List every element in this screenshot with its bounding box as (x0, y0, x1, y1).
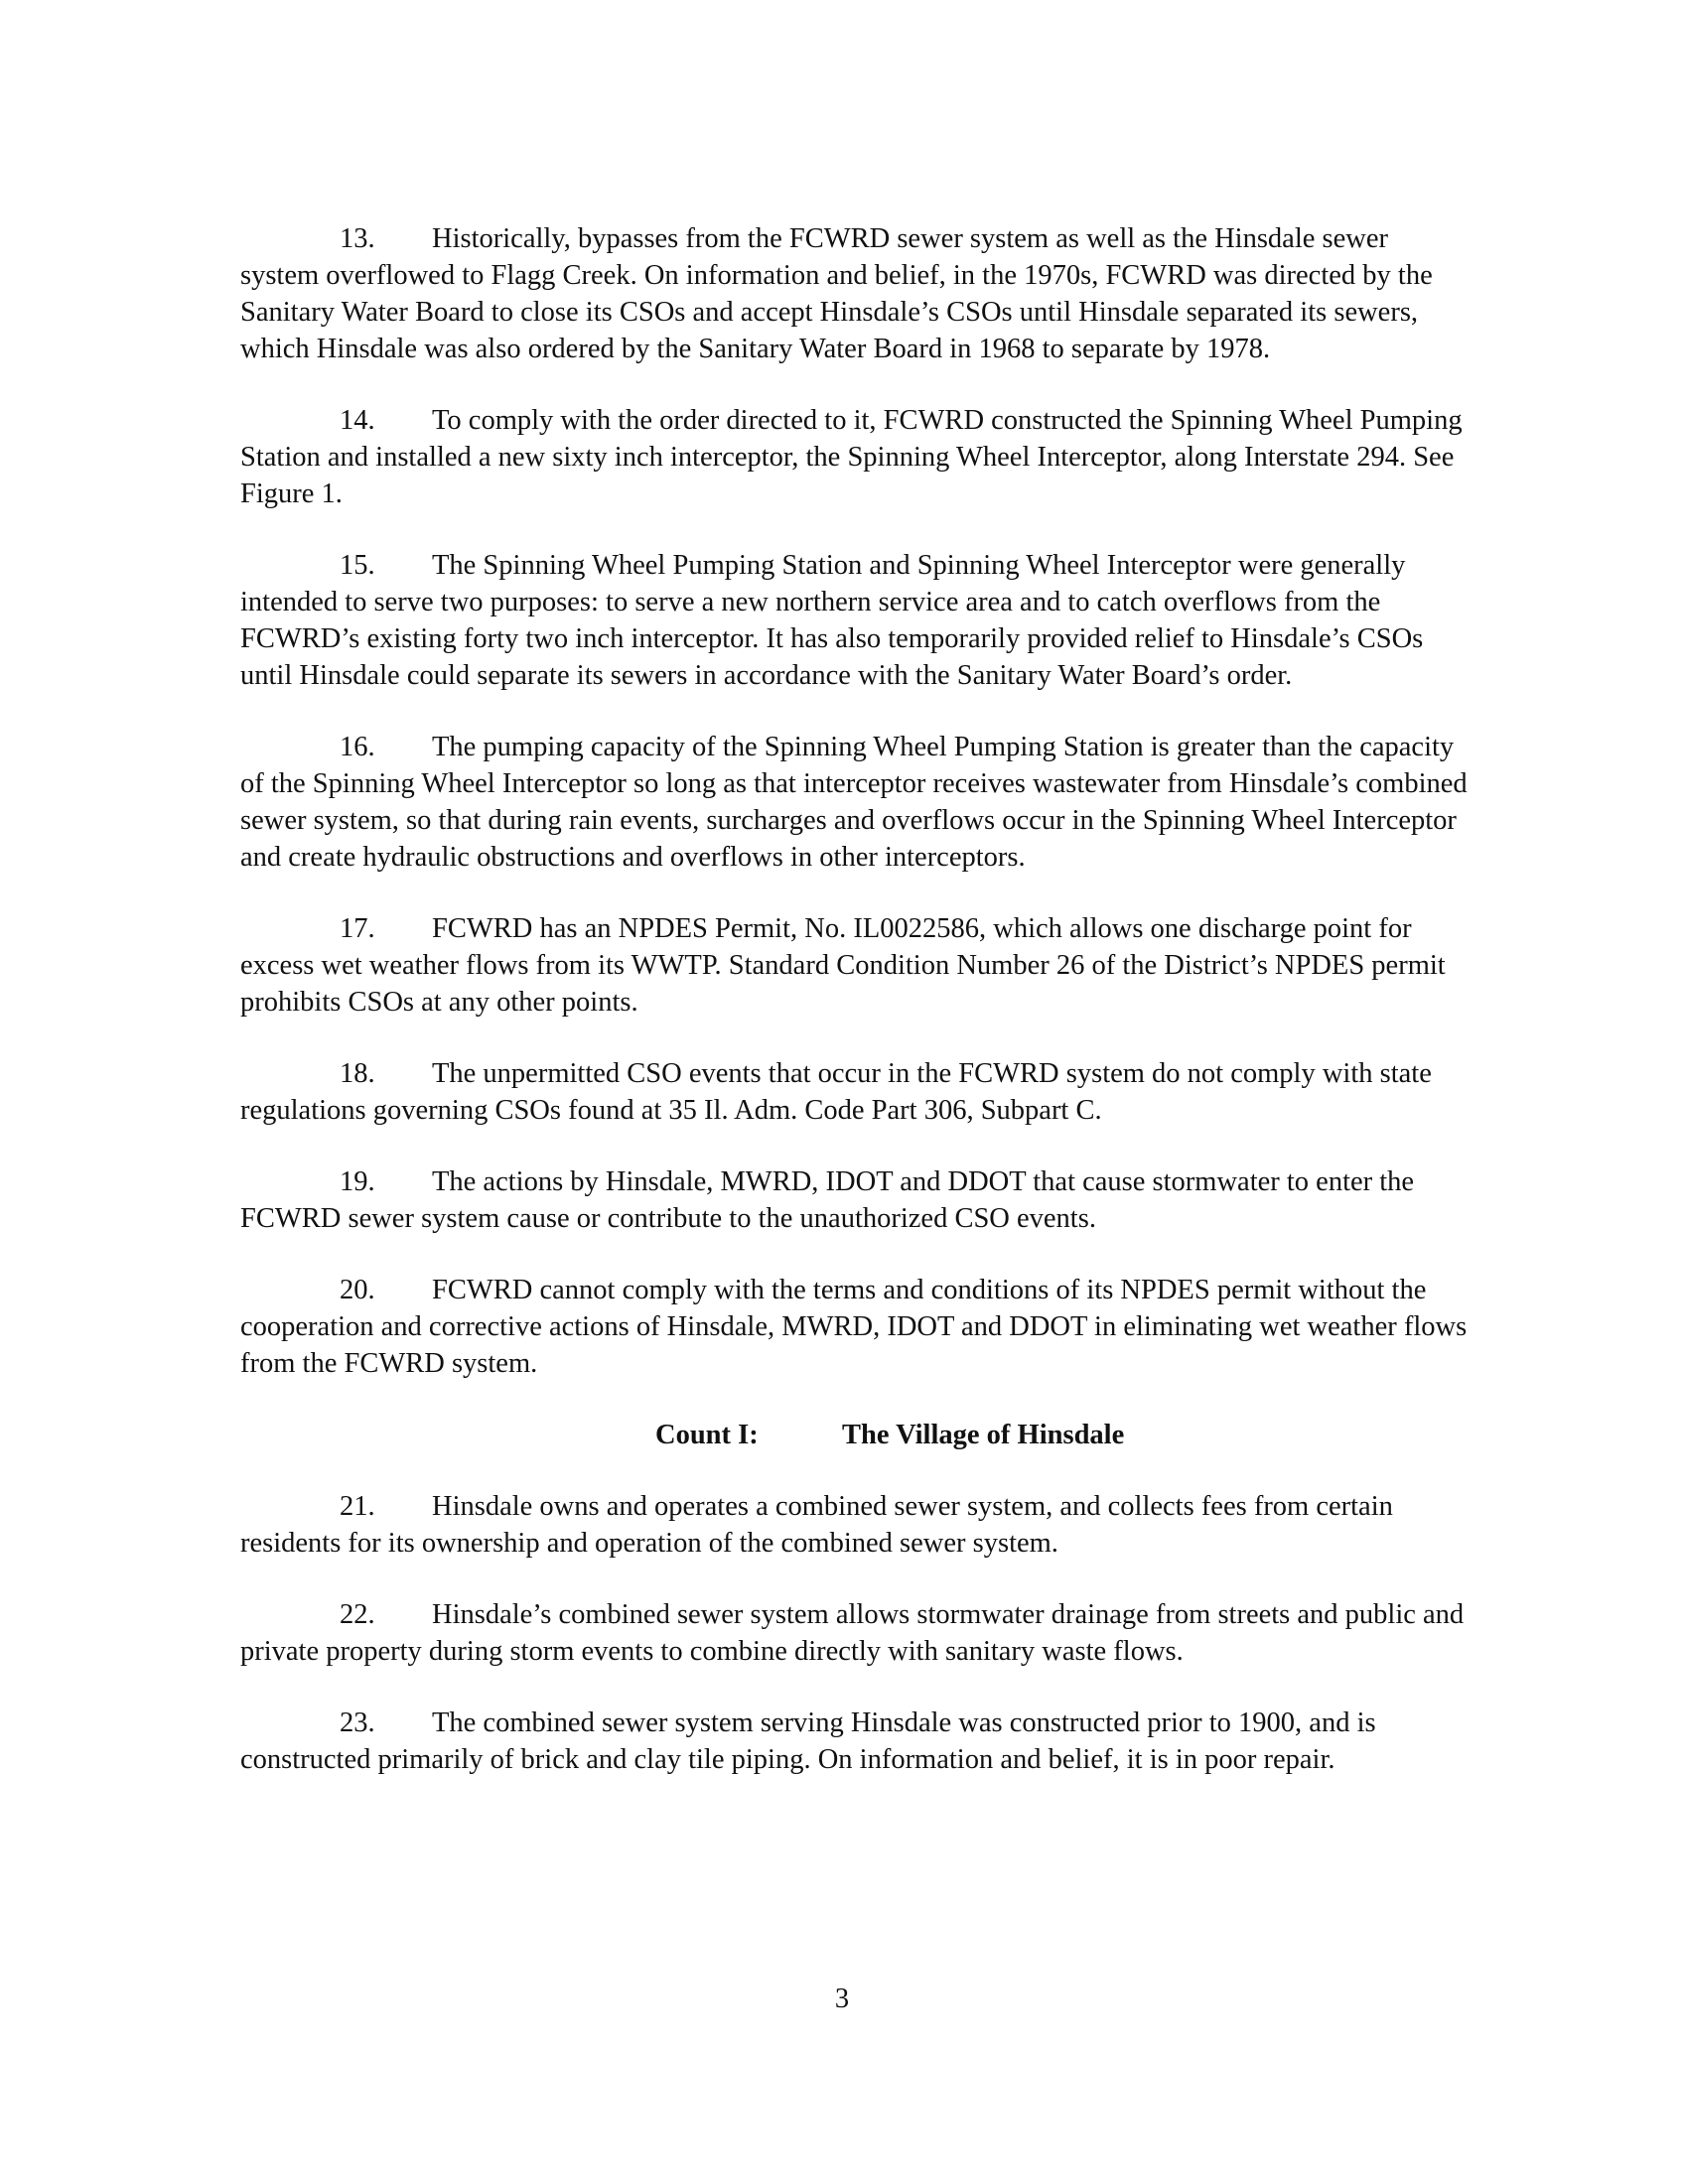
paragraph-number: 19. (340, 1166, 375, 1197)
paragraph-number: 14. (340, 405, 375, 436)
paragraph-18 (240, 1055, 1472, 1129)
paragraph-text: Hinsdale’s combined sewer system allows stormwater drainage from streets and public and private property during storm events to combine directly with sanitary waste flows. (240, 1599, 1465, 1667)
paragraph-17 (240, 910, 1472, 1021)
paragraph-text: Hinsdale owns and operates a combined sewer system, and collects fees from certain residents for its ownership and operation of the combined sewer system. (240, 1491, 1393, 1559)
paragraph-number: 23. (340, 1707, 375, 1738)
page-number: 3 (834, 1983, 850, 2014)
paragraph-number: 18. (340, 1058, 375, 1089)
paragraph-number: 22. (340, 1599, 375, 1630)
paragraph-text: To comply with the order directed to it, FCWRD constructed the Spinning Wheel Pumping Station and installed a new sixty inch interceptor, the Spinning Wheel Interceptor, along Interstate 294. See Figure 1. (240, 405, 1463, 509)
paragraph-number: 16. (340, 732, 375, 762)
paragraph-number: 13. (340, 223, 375, 254)
paragraph-text: FCWRD cannot comply with the terms and conditions of its NPDES permit without the cooperation and corrective actions of Hinsdale, MWRD, IDOT and DDOT in eliminating wet weather flows from the FCWRD system. (240, 1275, 1468, 1379)
paragraph-text: The actions by Hinsdale, MWRD, IDOT and DDOT that cause stormwater to enter the FCWRD sewer system cause or contribute to the unauthorized CSO events. (240, 1166, 1415, 1234)
paragraph-number: 21. (340, 1491, 375, 1522)
paragraph-22 (240, 1596, 1472, 1670)
document-page (240, 220, 1472, 1778)
heading-title: The Village of Hinsdale (842, 1420, 1125, 1450)
paragraph-19 (240, 1163, 1472, 1237)
paragraph-text: The Spinning Wheel Pumping Station and Spinning Wheel Interceptor were generally intended to serve two purposes: to serve a new northern service area and to catch overflows from the FCWRD’s existing forty two inch interceptor. It has also temporarily provided relief to Hinsdale’s CSOs until Hinsdale could separate its sewers in accordance with the Sanitary Water Board’s order. (240, 550, 1424, 691)
paragraph-number: 17. (340, 913, 375, 944)
paragraph-text: Historically, bypasses from the FCWRD sewer system as well as the Hinsdale sewer system overflowed to Flagg Creek. On information and belief, in the 1970s, FCWRD was directed by the Sanitary Water Board to close its CSOs and accept Hinsdale’s CSOs until Hinsdale separated its sewers, which Hinsdale was also ordered by the Sanitary Water Board in 1968 to separate by 1978. (240, 223, 1433, 364)
paragraph-number: 20. (340, 1275, 375, 1305)
paragraph-number: 15. (340, 550, 375, 581)
section-heading (240, 1417, 1472, 1453)
heading-count: Count I: (655, 1420, 759, 1450)
paragraph-20 (240, 1272, 1472, 1382)
paragraph-21 (240, 1488, 1472, 1562)
paragraph-text: The unpermitted CSO events that occur in the FCWRD system do not comply with state regulations governing CSOs found at 35 Il. Adm. Code Part 306, Subpart C. (240, 1058, 1432, 1126)
paragraph-14 (240, 402, 1472, 512)
paragraph-text: The combined sewer system serving Hinsdale was constructed prior to 1900, and is constructed primarily of brick and clay tile piping. On information and belief, it is in poor repair. (240, 1707, 1376, 1775)
paragraph-16 (240, 729, 1472, 876)
paragraph-13 (240, 220, 1472, 367)
paragraph-15 (240, 547, 1472, 694)
paragraph-text: The pumping capacity of the Spinning Wheel Pumping Station is greater than the capacity of the Spinning Wheel Interceptor so long as that interceptor receives wastewater from Hinsdale’s combined sewer system, so that during rain events, surcharges and overflows occur in the Spinning Wheel Interceptor and create hydraulic obstructions and overflows in other interceptors. (240, 732, 1468, 873)
paragraph-23 (240, 1705, 1472, 1778)
paragraph-text: FCWRD has an NPDES Permit, No. IL0022586, which allows one discharge point for excess wet weather flows from its WWTP. Standard Condition Number 26 of the District’s NPDES permit prohibits CSOs at any other points. (240, 913, 1446, 1018)
